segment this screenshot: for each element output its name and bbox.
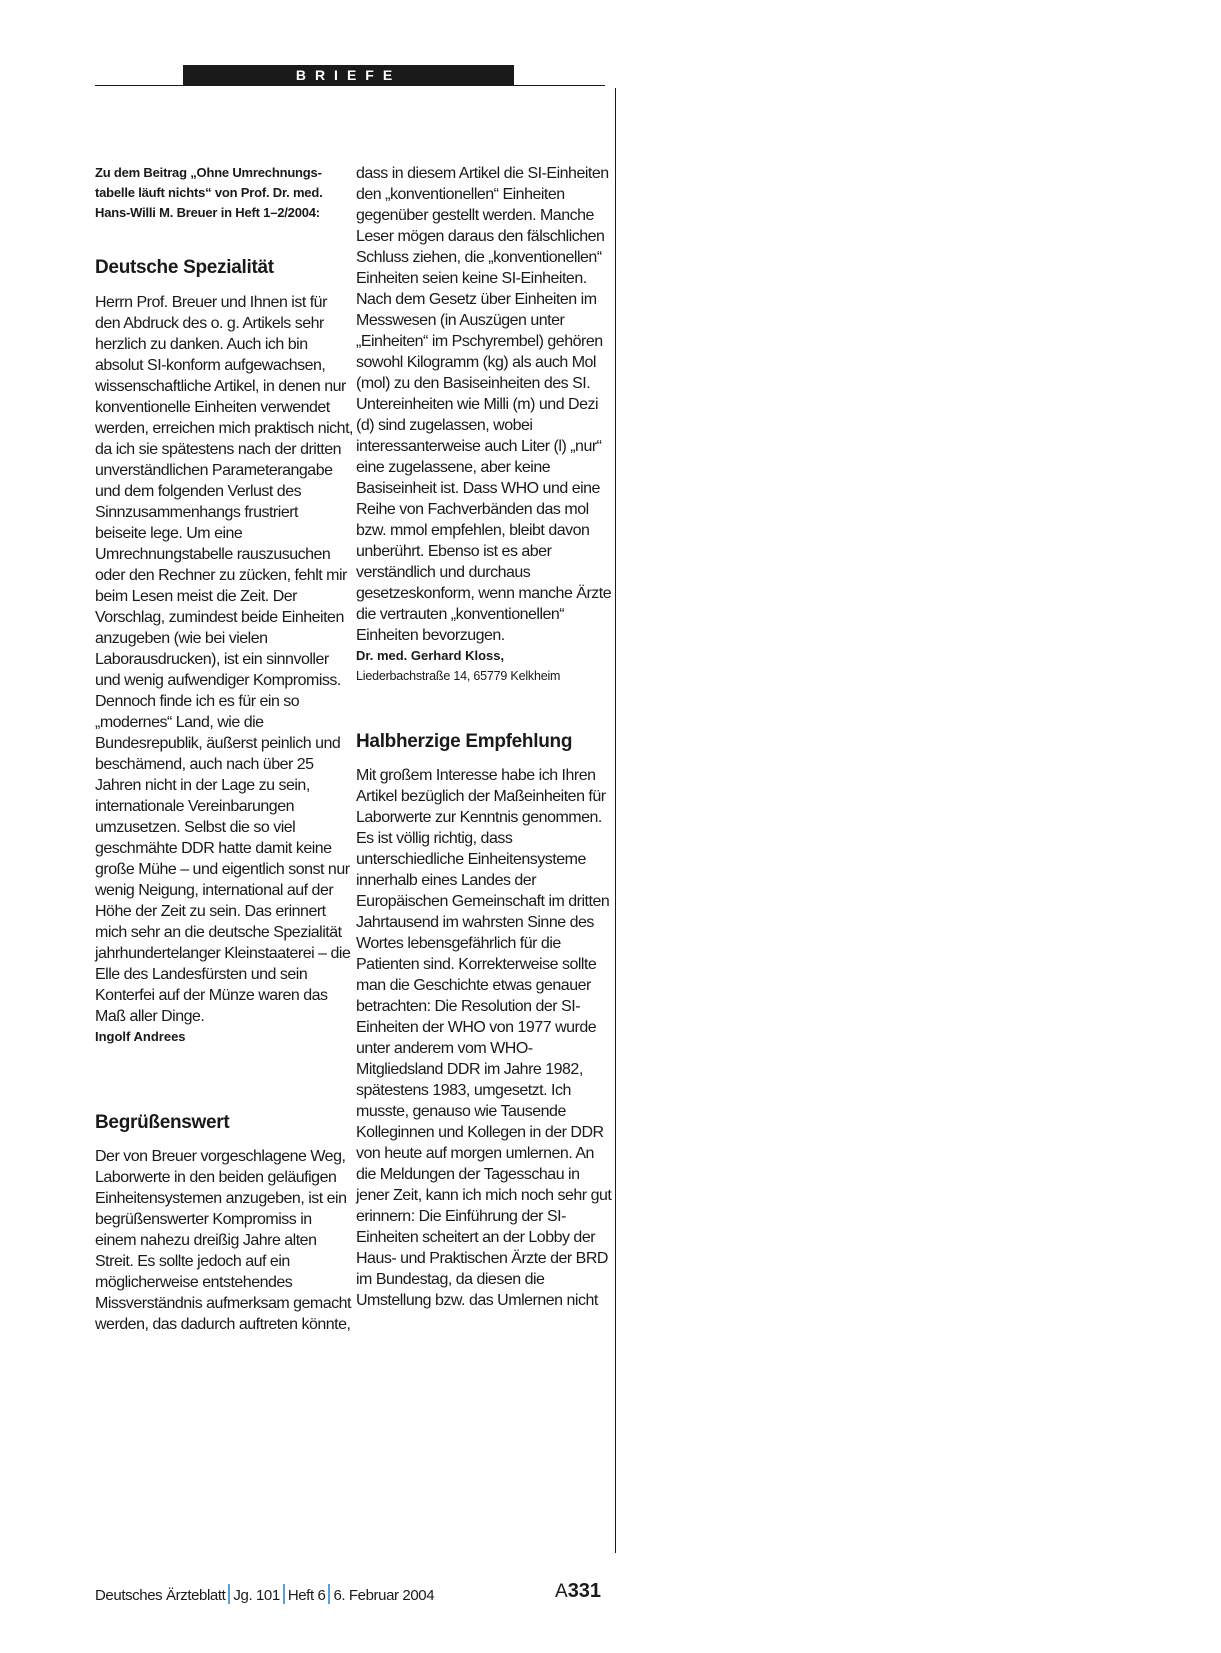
letter-body-deutsche-spezialitaet: Herrn Prof. Breuer und Ihnen ist für den Abdruck des o. g. Artikels sehr herzlich zu danken. Auch ich bin absolut SI-konform aufgewachsen, wissenschaftliche Artikel, in denen nur konventionelle Einheiten verwendet werden, erreichen mich praktisch nicht, da ich sie spätestens nach der dritten unverständlichen Parameterangabe und dem folgenden Verlust des Sinnzusammenhangs frustriert beiseite lege. Um eine Umrechnungstabelle rauszusuchen oder den Rechner zu zücken, fehlt mir beim Lesen meist die Zeit. Der Vorschlag, zumindest beide Einheiten anzugeben (wie bei vielen Laborausdrucken), ist ein sinnvoller und wenig aufwendiger Kompromiss. Dennoch finde ich es für ein so „modernes“ Land, wie die Bundesrepublik, äußerst peinlich und beschämend, auch nach über 25 Jahren nicht in der Lage zu sein, internationale Vereinbarungen umzusetzen. Selbst die so viel geschmähte DDR hatte damit keine große Mühe – und eigentlich sonst nur wenig Neigung, international auf der Höhe der Zeit zu sein. Das erinnert mich sehr an die deutsche Spezialität jahrhundertelanger Kleinstaaterei – die Elle des Landesfürsten und sein Konterfei auf der Münze waren das Maß aller Dinge. bbox=[95, 294, 353, 1025]
right-column bbox=[356, 163, 614, 1311]
left-column bbox=[95, 163, 353, 1335]
letter-title-begruessenswert: Begrüßenswert bbox=[95, 1112, 230, 1133]
letter-address-kloss: Liederbachstraße 14, 65779 Kelkheim bbox=[356, 669, 561, 683]
page-prefix: A bbox=[555, 1581, 568, 1602]
header-rule bbox=[95, 85, 605, 86]
letter-author-andrees: Ingolf Andrees bbox=[95, 1029, 186, 1044]
column-divider bbox=[615, 88, 616, 1553]
footer-volume: Jg. 101 bbox=[233, 1587, 280, 1604]
section-header-bar bbox=[183, 65, 514, 86]
letter-body-begruessenswert-part2: dass in diesem Artikel die SI-Einheiten den „konventionellen“ Einheiten gegenüber gestellt werden. Manche Leser mögen daraus den fälschlichen Schluss ziehen, die „konventionellen“ Einheiten seien keine SI-Einheiten. Nach dem Gesetz über Einheiten im Messwesen (in Auszügen unter „Einheiten“ im Pschyrembel) gehören sowohl Kilogramm (kg) als auch Mol (mol) zu den Basiseinheiten des SI. Untereinheiten wie Milli (m) und Dezi (d) sind zugelassen, wobei interessanterweise auch Liter (l) „nur“ eine zugelassene, aber keine Basiseinheit ist. Dass WHO und eine Reihe von Fachverbänden das mol bzw. mmol empfehlen, bleibt davon unberührt. Ebenso ist es aber verständlich und durchaus gesetzeskonform, wenn manche Ärzte die vertrauten „konventionellen“ Einheiten bevorzugen. bbox=[356, 165, 612, 644]
letter-body-begruessenswert-part1: Der von Breuer vorgeschlagene Weg, Laborwerte in den beiden geläufigen Einheitensystemen anzugeben, ist ein begrüßenswerter Kompromiss in einem nahezu dreißig Jahre alten Streit. Es sollte jedoch auf ein möglicherweise entstehendes Missverständnis aufmerksam gemacht werden, das dadurch auftreten könnte, bbox=[95, 1148, 351, 1333]
footer-separator bbox=[283, 1584, 285, 1604]
page-number: 331 bbox=[567, 1580, 602, 1602]
letter-body-halbherzige-empfehlung: Mit großem Interesse habe ich Ihren Artikel bezüglich der Maßeinheiten für Laborwerte zur Kenntnis genommen. Es ist völlig richtig, dass unterschiedliche Einheitensysteme innerhalb eines Landes der Europäischen Gemeinschaft im dritten Jahrtausend im wahrsten Sinne des Wortes lebensgefährlich für die Patienten sind. Korrekterweise sollte man die Geschichte etwas genauer betrachten: Die Resolution der SI-Einheiten der WHO von 1977 wurde unter anderem vom WHO-Mitgliedsland DDR im Jahre 1982, spätestens 1983, umgesetzt. Ich musste, genauso wie Tausende Kolleginnen und Kollegen in der DDR von heute auf morgen umlernen. An die Meldungen der Tagesschau in jener Zeit, kann ich mich noch sehr gut erinnern: Die Einführung der SI-Einheiten scheitert an der Lobby der Haus- und Praktischen Ärzte der BRD im Bundestag, da diesen die Umstellung bzw. das Umlernen nicht bbox=[356, 767, 612, 1309]
letter-title-halbherzige-empfehlung: Halbherzige Empfehlung bbox=[356, 731, 573, 752]
page-number-block bbox=[555, 1580, 601, 1603]
letter-title-deutsche-spezialitaet: Deutsche Spezialität bbox=[95, 257, 274, 278]
footer-journal-name: Deutsches Ärzteblatt bbox=[95, 1587, 226, 1604]
page-footer bbox=[95, 1584, 434, 1606]
section-title: BRIEFE bbox=[295, 67, 402, 83]
footer-date: 6. Februar 2004 bbox=[333, 1587, 435, 1604]
letter-author-kloss: Dr. med. Gerhard Kloss, bbox=[356, 648, 505, 663]
intro-reference: Zu dem Beitrag „Ohne Umrechnungs-tabelle läuft nichts“ von Prof. Dr. med. Hans-Willi M. Breuer in Heft 1–2/2004: bbox=[95, 165, 323, 220]
footer-separator bbox=[228, 1584, 230, 1604]
footer-separator bbox=[328, 1584, 330, 1604]
footer-issue: Heft 6 bbox=[287, 1587, 326, 1604]
